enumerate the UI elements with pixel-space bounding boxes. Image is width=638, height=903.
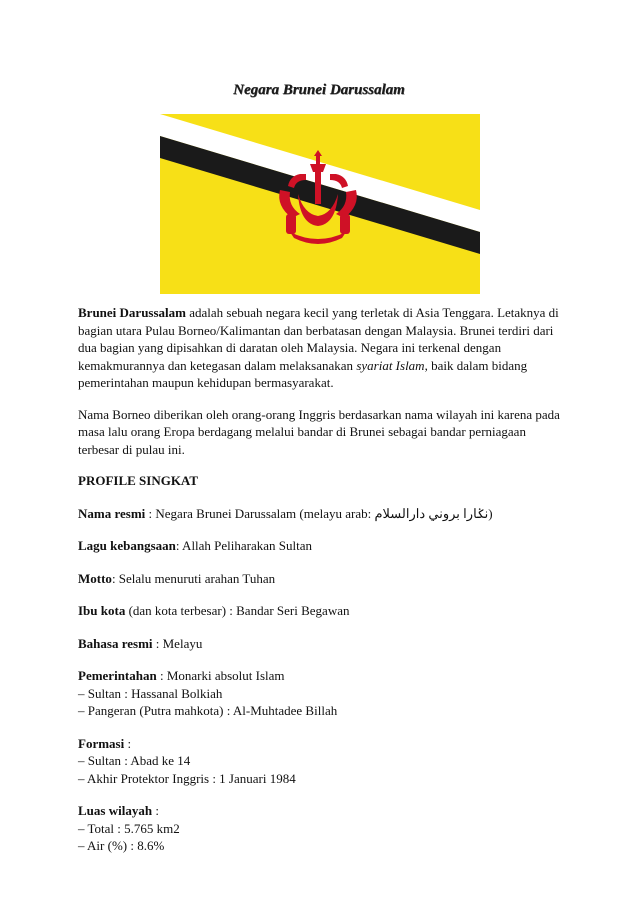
pemerintahan-line: – Pangeran (Putra mahkota) : Al-Muhtadee Billah <box>78 703 338 718</box>
borneo-paragraph: Nama Borneo diberikan oleh orang-orang Inggris berdasarkan nama wilayah ini karena pada masa lalu orang Eropa berdagang melalui bandar di Brunei sebagai bandar perniagaan terbesar di pulau ini. <box>78 406 560 457</box>
intro-italic: syariat Islam <box>356 357 425 373</box>
luas-wilayah-line: – Total : 5.765 km2 <box>78 820 180 836</box>
pemerintahan-line: – Sultan : Hassanal Bolkiah <box>78 685 223 701</box>
formasi-label: Formasi <box>78 735 125 751</box>
formasi-value: : <box>124 735 132 751</box>
motto-row <box>78 570 568 588</box>
intro-bold-lead: Brunei Darussalam <box>78 305 186 320</box>
pemerintahan-value: : Monarki absolut Islam <box>156 668 285 683</box>
motto-value: : Selalu menuruti arahan Tuhan <box>111 570 276 586</box>
luas-wilayah-value: : <box>152 803 159 818</box>
lagu-kebangsaan-label: Lagu kebangsaan <box>78 538 176 553</box>
profile-heading-text: PROFILE SINGKAT <box>78 473 199 488</box>
brunei-flag-image <box>160 114 480 294</box>
bahasa-resmi-label: Bahasa resmi <box>78 635 153 651</box>
nama-resmi-close: ) <box>488 505 493 521</box>
document-body <box>78 304 568 870</box>
pemerintahan-block <box>78 667 568 720</box>
intro-text-1: adalah sebuah negara kecil yang terletak di Asia Tenggara. Letaknya di bagian utara Pulau Borneo/Kalimantan dan berbatasan dengan Malaysia. Brunei terdiri dari dua bagian yang dipisahkan di daratan oleh Malaysia. Negara ini terkenal dengan kemakmurannya dan ketegasan dalam melaksanakan <box>78 305 559 373</box>
ibu-kota-row <box>78 602 568 620</box>
bahasa-resmi-row <box>78 635 568 653</box>
lagu-kebangsaan-row <box>78 537 568 555</box>
nama-resmi-label: Nama resmi <box>78 505 146 521</box>
formasi-line: – Akhir Protektor Inggris : 1 Januari 1984 <box>78 770 296 786</box>
formasi-line: – Sultan : Abad ke 14 <box>78 753 191 768</box>
pemerintahan-label: Pemerintahan <box>78 668 157 683</box>
ibu-kota-value: (dan kota terbesar) : Bandar Seri Begawan <box>125 603 350 618</box>
document-title: Negara Brunei Darussalam <box>233 82 405 98</box>
luas-wilayah-block <box>78 802 568 855</box>
profile-heading <box>78 472 568 490</box>
intro-paragraph <box>78 304 568 392</box>
bahasa-resmi-value: : Melayu <box>152 635 203 651</box>
formasi-block <box>78 735 568 788</box>
nama-resmi-row <box>78 505 568 523</box>
motto-label: Motto <box>78 570 112 586</box>
ibu-kota-label: Ibu kota <box>78 603 126 618</box>
intro-text-2: , baik dalam bidang pemerintahan maupun kehidupan bermasyarakat. <box>78 357 528 390</box>
lagu-kebangsaan-value: : Allah Peliharakan Sultan <box>175 538 313 553</box>
luas-wilayah-label: Luas wilayah <box>78 803 153 818</box>
nama-resmi-value: : Negara Brunei Darussalam (melayu arab: <box>145 505 375 521</box>
nama-resmi-arabic: نݢارا بروني دارالسلام <box>374 505 489 521</box>
luas-wilayah-line: – Air (%) : 8.6% <box>78 838 165 853</box>
